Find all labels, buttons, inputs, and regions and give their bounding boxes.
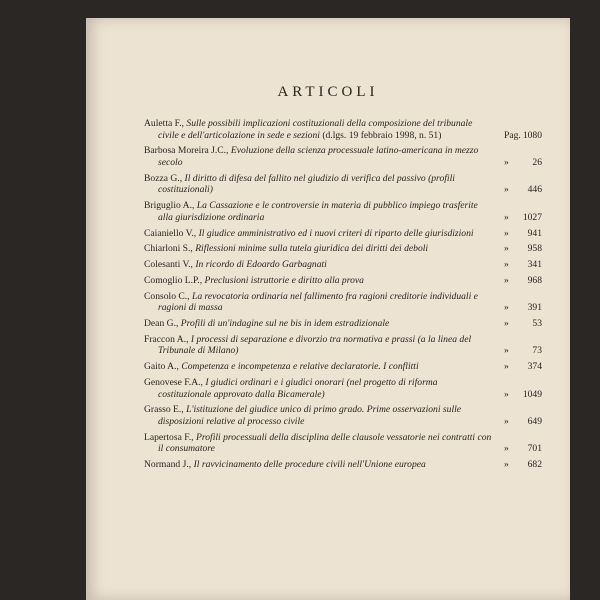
entry-page-number: 1080 [522,129,542,141]
page-mark: » [504,227,509,239]
entry-page-ref [494,212,542,224]
book-page [86,18,570,600]
entry-page-number: 941 [527,227,542,239]
entry-page-number: 1027 [522,211,542,223]
page-mark: » [504,318,509,329]
list-item [144,377,542,400]
page-mark: » [504,388,509,400]
list-item [144,318,542,330]
entry-author: Comoglio L.P., [144,274,203,286]
section-heading: ARTICOLI [277,84,379,100]
entry-page-number: 682 [527,459,542,471]
entry-page-ref [494,130,542,142]
entry-title: L'istituzione del giudice unico di primo grado. Prime osservazioni sulle disposizioni relative al processo civile [158,404,462,427]
entry-author: Grasso E., [144,404,184,416]
entry-page-number: 391 [527,302,542,314]
entry-page-ref [494,228,542,240]
entry-page-number: 26 [532,156,542,168]
entry-title: Sulle possibili implicazioni costituzionali della composizione del tribunale civile e dell'articolazione in sede e sezioni [158,118,473,141]
entry-title: Preclusioni istruttorie e diritto alla prova [204,274,364,286]
entry-page-ref [494,345,542,357]
entry-page-number: 701 [527,443,542,455]
page-mark: » [504,184,509,196]
entry-page-ref [494,416,542,428]
entry-title: Profili processuali della disciplina delle clausole vessatorie nei contratti con il consumatore [158,431,492,455]
entry-author: Chiarloni S., [144,243,193,255]
entry-page-ref [494,443,542,455]
entry-page-number: 968 [527,274,542,286]
entry-author: Caianiello V., [144,227,197,239]
list-item [144,459,542,471]
page-mark: » [504,243,509,255]
articles-list [144,118,542,475]
entry-page-number: 341 [527,259,542,271]
list-item [144,334,542,357]
list-item [144,145,542,168]
page-mark: » [504,211,509,223]
entry-page-ref [494,275,542,287]
entry-page-ref [494,157,542,169]
list-item [144,118,542,141]
list-item [144,404,542,427]
entry-title: I giudici ordinari e i giudici onorari (nel progetto di riforma costituzionale approvato dalla Bicamerale) [158,376,438,400]
list-item [144,200,542,223]
entry-page-ref [494,389,542,401]
entry-page-number: 53 [532,318,542,329]
entry-page-ref [494,184,542,196]
entry-author: Genovese F.A., [144,376,203,388]
entry-page-number: 649 [527,415,542,427]
entry-title: In ricordo di Edoardo Garbagnati [195,259,327,271]
entry-title: Riflessioni minime sulla tutela giuridica dei diritti dei deboli [195,243,429,255]
entry-page-ref [494,259,542,271]
entry-title: Il ravvicinamento delle procedure civili nell'Unione europea [193,459,426,471]
list-item [144,432,542,455]
page-mark: » [504,274,509,286]
entry-page-ref [494,361,542,373]
list-item [144,275,542,287]
page-mark: » [504,302,509,314]
entry-title: Competenza e incompetenza e relative declaratorie. I conflitti [181,361,419,373]
entry-author: Dean G., [144,318,179,329]
page-mark: » [504,259,509,271]
entry-page-number: 1049 [522,388,542,400]
entry-page-ref [494,459,542,471]
list-item [144,259,542,271]
entry-page-ref [494,243,542,255]
entry-page-number: 446 [527,184,542,196]
entry-author: Normand J., [144,459,192,471]
list-item [144,228,542,240]
entry-author: Gaito A., [144,361,179,373]
entry-page-ref [494,318,542,330]
entry-title: Evoluzione della scienza processuale latino-americana in mezzo secolo [158,145,479,168]
entry-title: I processi di separazione e divorzio tra normativa e prassi (a la linea del Tribunale di Milano) [158,333,472,357]
list-item [144,243,542,255]
entry-title: La revocatoria ordinaria nel fallimento fra ragioni creditorie individuali e ragioni di massa [158,290,478,314]
entry-title: Il diritto di difesa del fallito nel giudizio di verifica del passivo (profili costituzionali) [158,172,455,196]
entry-author: Briguglio A., [144,200,195,212]
entry-author: Auletta F., [144,118,184,129]
entry-page-number: 374 [527,361,542,373]
entry-title: Profili di un'indagine sul ne bis in idem estradizionale [180,318,390,329]
list-item [144,173,542,196]
page-mark: » [504,443,509,455]
entry-author: Colesanti V., [144,259,193,271]
entry-page-number: 73 [532,345,542,357]
page-mark: » [504,361,509,373]
list-item [144,291,542,314]
list-item [144,361,542,373]
entry-author: Bozza G., [144,172,183,184]
entry-title: Il giudice amministrativo ed i nuovi criteri di riparto delle giurisdizioni [198,227,474,239]
entry-author: Lapertosa F., [144,431,194,443]
page-mark: » [504,459,509,471]
entry-title: La Cassazione e le controversie in materia di pubblico impiego trasferite alla giurisdizione ordinaria [158,200,478,223]
entry-page-ref [494,302,542,314]
page-mark: » [504,415,509,427]
entry-extra: (d.lgs. 19 febbraio 1998, n. 51) [322,129,442,141]
page-mark: » [504,345,509,357]
page-mark: » [504,156,509,168]
entry-page-number: 958 [527,243,542,255]
entry-author: Barbosa Moreira J.C., [144,145,229,157]
entry-author: Fraccon A., [144,333,189,345]
page-mark: Pag. [504,129,521,141]
entry-author: Consolo C., [144,290,190,302]
